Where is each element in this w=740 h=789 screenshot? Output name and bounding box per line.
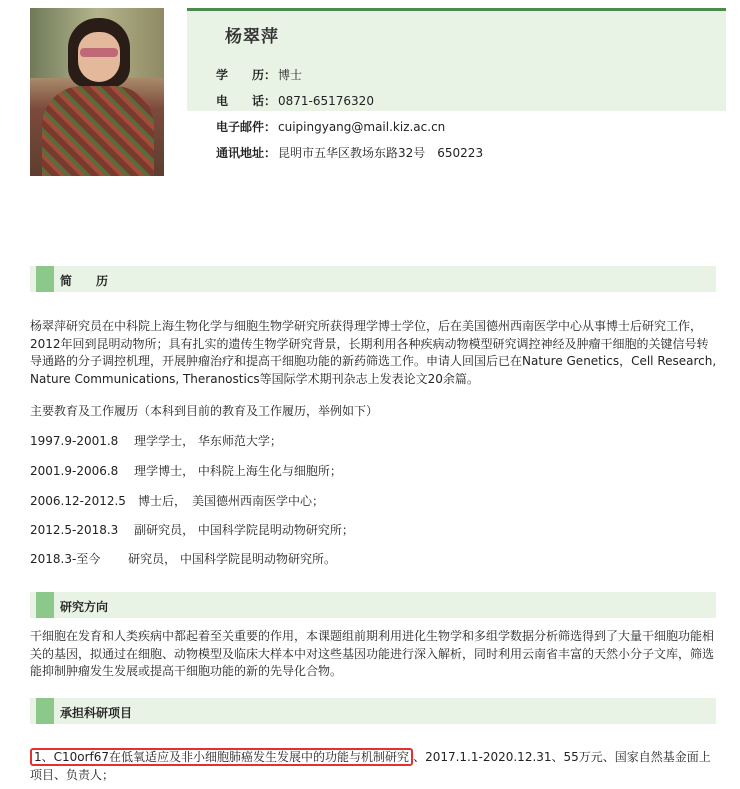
section-title-resume: 简 历 bbox=[60, 274, 109, 288]
section-marker bbox=[36, 592, 54, 618]
address-value: 昆明市五华区教场东路32号 650223 bbox=[278, 146, 484, 160]
email-row bbox=[216, 118, 445, 135]
section-header-resume bbox=[30, 266, 716, 292]
profile-photo bbox=[30, 8, 164, 176]
address-label: 通讯地址： bbox=[216, 146, 277, 160]
degree-label: 学 历： bbox=[216, 68, 277, 82]
email-value[interactable]: cuipingyang@mail.kiz.ac.cn bbox=[278, 120, 446, 134]
project-details: 、2017.1.1-2020.12.31、55万元、国家自然基金面上项目、负责人； bbox=[30, 750, 711, 782]
history-item: 1997.9-2001.8 理学学士， 华东师范大学； bbox=[30, 434, 282, 448]
project-title-highlight: 1、C10orf67在低氧适应及非小细胞肺癌发生发展中的功能与机制研究 bbox=[30, 748, 413, 766]
history-title: 主要教育及工作履历（本科到目前的教育及工作履历，举例如下） bbox=[30, 404, 379, 418]
phone-value: 0871-65176320 bbox=[278, 94, 374, 108]
phone-label: 电 话： bbox=[216, 94, 277, 108]
research-paragraph: 干细胞在发育和人类疾病中都起着至关重要的作用，本课题组前期利用进化生物学和多组学数据分析筛选得到了大量干细胞功能相关的基因，拟通过在细胞、动物模型及临床大样本中对这些基因功能进行深入解析，同时利用云南省丰富的天然小分子文库，筛选能抑制肿瘤发生发展或提高干细胞功能的新的先导化合物。 bbox=[30, 629, 715, 678]
section-header-research bbox=[30, 592, 716, 618]
section-marker bbox=[36, 698, 54, 724]
section-marker bbox=[36, 266, 54, 292]
resume-paragraph: 杨翠萍研究员在中科院上海生物化学与细胞生物学研究所获得理学博士学位，后在美国德州西南医学中心从事博士后研究工作，2012年回到昆明动物所；具有扎实的遗传生物学研究背景，长期利用各种疾病动物模型研究调控神经及肿瘤干细胞的关键信号转导通路的分子调控机理，开展肿瘤治疗和提高干细胞功能的新药筛选工作。申请人回国后已在Nature Genetics，Cell Research, Nature Communications, Theranostics等国际学术期刊杂志上发表论文20余篇。 bbox=[30, 319, 717, 386]
section-title-research: 研究方向 bbox=[60, 600, 109, 614]
profile-name: 杨翠萍 bbox=[225, 27, 279, 47]
degree-value: 博士 bbox=[278, 68, 303, 82]
history-item: 2012.5-2018.3 副研究员， 中国科学院昆明动物研究所； bbox=[30, 523, 354, 537]
history-item: 2018.3-至今 研究员， 中国科学院昆明动物研究所。 bbox=[30, 552, 336, 566]
history-item: 2006.12-2012.5 博士后， 美国德州西南医学中心； bbox=[30, 494, 324, 508]
degree-row bbox=[216, 66, 302, 83]
section-header-projects bbox=[30, 698, 716, 724]
project-item bbox=[30, 748, 720, 784]
address-row bbox=[216, 144, 483, 161]
history-item: 2001.9-2006.8 理学博士， 中科院上海生化与细胞所； bbox=[30, 464, 342, 478]
section-title-projects: 承担科研项目 bbox=[60, 706, 133, 720]
phone-row bbox=[216, 92, 374, 109]
email-label: 电子邮件： bbox=[216, 120, 277, 134]
